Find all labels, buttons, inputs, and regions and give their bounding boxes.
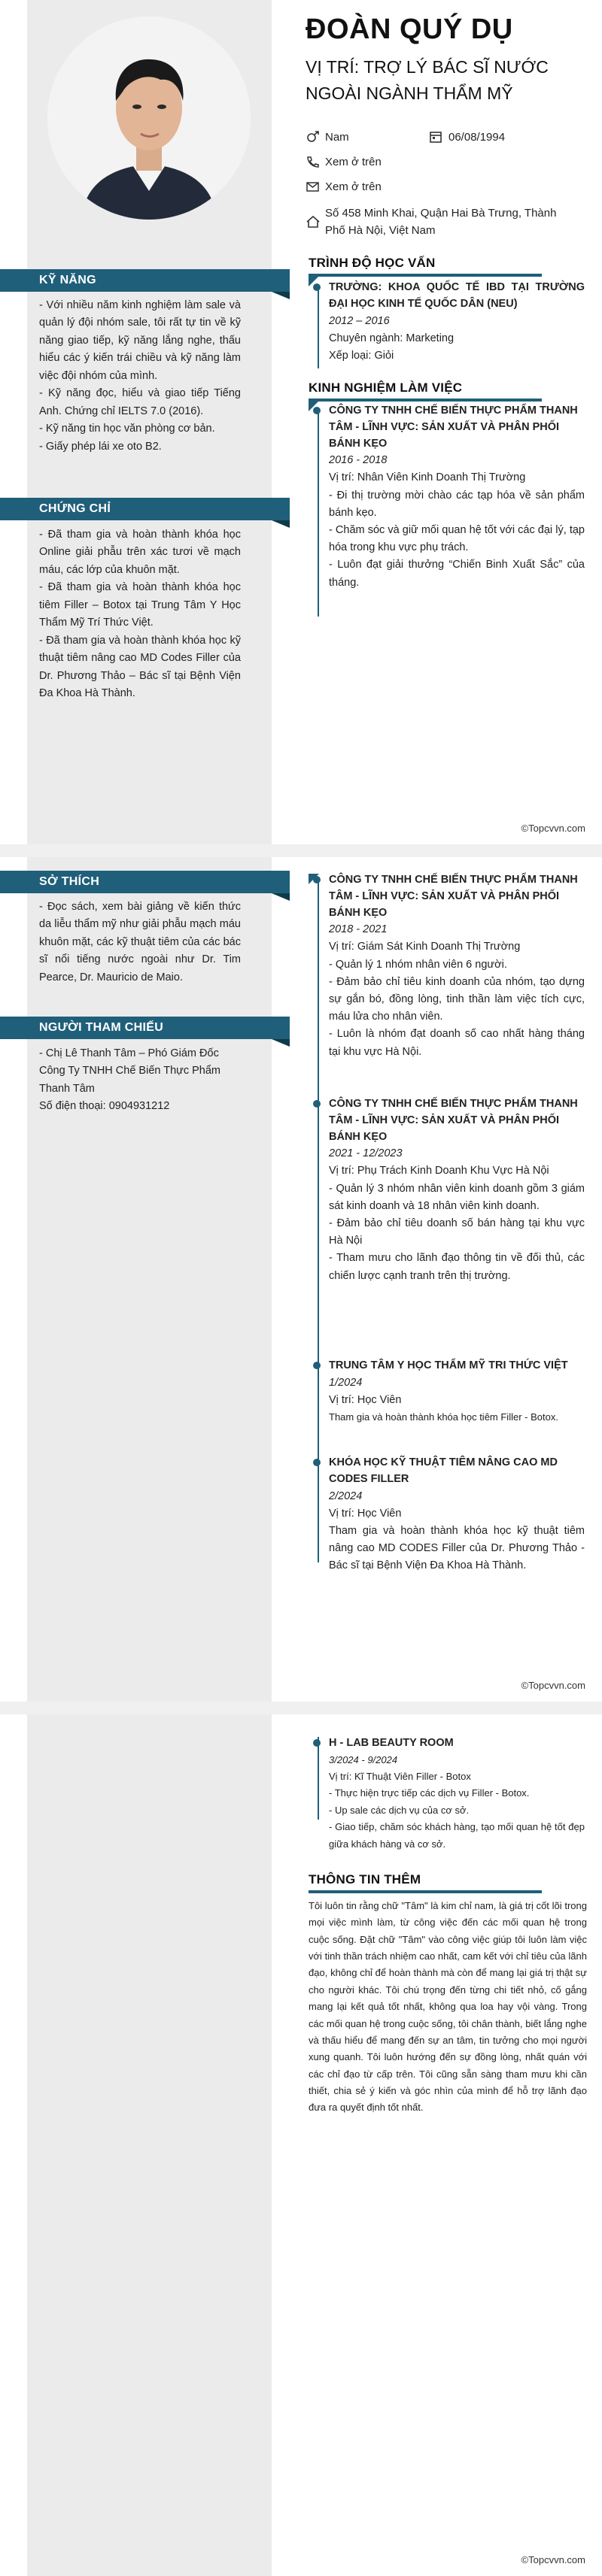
- timeline-dot: [313, 1362, 321, 1369]
- experience-item: [329, 403, 585, 592]
- education-years: 2012 – 2016: [329, 314, 390, 327]
- email-icon: [306, 180, 321, 192]
- experience-position: Vị trí: Học Viên: [329, 1393, 402, 1406]
- experience-description: - Quản lý 3 nhóm nhân viên kinh doanh gồm 3 giám sát kinh doanh và 18 nhân viên kinh doanh. - Đảm bảo chỉ tiêu doanh số bán hàng tại khu vực Hà Nội - Tham mưu cho lãnh đạo thông tin về đối thủ, các chiến lược cạnh tranh trên thị trường.: [329, 1182, 585, 1282]
- experience-company: TRUNG TÂM Y HỌC THẨM MỸ TRI THỨC VIỆT: [329, 1359, 568, 1371]
- timeline-line: [318, 410, 319, 617]
- experience-dates: 3/2024 - 9/2024: [329, 1753, 398, 1765]
- footer-credit: ©Topcvvn.com: [521, 823, 585, 834]
- gender-icon: [306, 131, 321, 143]
- dob-value: 06/08/1994: [448, 131, 506, 144]
- education-heading: TRÌNH ĐỘ HỌC VẤN: [309, 256, 436, 270]
- timeline-dot: [313, 876, 321, 883]
- experience-position: Vị trí: Nhân Viên Kinh Doanh Thị Trường: [329, 471, 526, 484]
- profile-photo: [47, 17, 251, 220]
- footer-credit: ©Topcvvn.com: [521, 1680, 585, 1691]
- experience-position: Vị trí: Phụ Trách Kinh Doanh Khu Vực Hà Nội: [329, 1165, 549, 1177]
- experience-description: - Quản lý 1 nhóm nhân viên 6 người. - Đảm bảo chỉ tiêu kinh doanh của nhóm, tạo dựng sự gắn bó, đồng lòng, tinh thần làm việc tích cực, máu lửa cho nhân viên. - Luôn là nhóm đạt doanh số cao nhất hàng tháng tại khu vực Hà Nội.: [329, 958, 585, 1058]
- cv-page-3: [0, 1714, 602, 2576]
- timeline-dot: [313, 407, 321, 414]
- address-value: Số 458 Minh Khai, Quận Hai Bà Trưng, Thành Phố Hà Nội, Việt Nam: [325, 207, 557, 237]
- experience-description: Tham gia và hoàn thành khóa học kỹ thuật tiêm nâng cao MD CODES Filler của Dr. Phương Thảo - Bác sĩ tại Bệnh Viện Đa Khoa Hà Thành.: [329, 1524, 585, 1572]
- hobbies-heading: SỞ THÍCH: [0, 871, 290, 893]
- left-sidebar: [27, 1714, 272, 2576]
- experience-company: CÔNG TY TNHH CHẾ BIẾN THỰC PHẨM THANH TÂM - LĨNH VỰC: SẢN XUẤT VÀ PHÂN PHỐI BÁNH KẸO: [329, 1098, 578, 1143]
- experience-dates: 1/2024: [329, 1376, 363, 1389]
- gender-row: [306, 129, 349, 147]
- additional-info-underline: [309, 1890, 542, 1893]
- phone-row: [306, 154, 382, 171]
- experience-description: - Đi thị trường mời chào các tạp hóa về sản phẩm bánh kẹo. - Chăm sóc và giữ mối quan hệ tốt với các đại lý, tạp hóa trong khu vực phụ trách. - Luôn đạt giải thưởng “Chiến Binh Xuất Sắc” của tháng.: [329, 489, 585, 589]
- experience-description: - Thực hiện trực tiếp các dịch vụ Filler - Botox. - Up sale các dịch vụ của cơ sở. - Giao tiếp, chăm sóc khách hàng, tạo mối quan hệ tốt đẹp giữa khách hàng và cơ sở.: [329, 1787, 585, 1850]
- experience-company: KHÓA HỌC KỸ THUẬT TIÊM NÂNG CAO MD CODES FILLER: [329, 1456, 558, 1485]
- phone-value: Xem ở trên: [325, 156, 382, 168]
- experience-company: H - LAB BEAUTY ROOM: [329, 1737, 454, 1749]
- experience-position: Vị trí: Kĩ Thuật Viên Filler - Botox: [329, 1771, 471, 1783]
- experience-item: [329, 1096, 585, 1285]
- cv-page-1: [0, 0, 602, 844]
- timeline-dot: [313, 1739, 321, 1747]
- timeline-line: [318, 1737, 319, 1820]
- phone-icon: [306, 156, 321, 168]
- dob-row: [429, 129, 505, 147]
- experience-item: [329, 1358, 585, 1426]
- references-text: - Chị Lê Thanh Tâm – Phó Giám Đốc Công Ty TNHH Chế Biến Thực Phẩm Thanh Tâm Số điện thoại: 0904931212: [39, 1047, 221, 1113]
- cv-page-2: [0, 857, 602, 1702]
- experience-dates: 2/2024: [329, 1490, 363, 1502]
- experience-dates: 2016 - 2018: [329, 454, 388, 467]
- home-icon: [306, 216, 321, 228]
- experience-position: Vị trí: Giám Sát Kinh Doanh Thị Trường: [329, 941, 521, 953]
- education-grade: Xếp loại: Giỏi: [329, 349, 394, 362]
- candidate-name: ĐOÀN QUÝ DỤ: [306, 14, 513, 45]
- experience-item: [329, 1455, 585, 1574]
- certificates-heading: CHỨNG CHỈ: [0, 498, 290, 520]
- experience-description: Tham gia và hoàn thành khóa học tiêm Filler - Botox.: [329, 1411, 558, 1423]
- experience-item: [329, 1735, 585, 1853]
- school-name: TRƯỜNG: KHOA QUỐC TẾ IBD TẠI TRƯỜNG ĐẠI HỌC KINH TẾ QUỐC DÂN (NEU): [329, 281, 585, 310]
- footer-credit: ©Topcvvn.com: [521, 2554, 585, 2565]
- experience-position: Vị trí: Học Viên: [329, 1507, 402, 1520]
- experience-heading: KINH NGHIỆM LÀM VIỆC: [309, 380, 463, 395]
- experience-dates: 2018 - 2021: [329, 923, 388, 936]
- timeline-dot: [313, 1459, 321, 1466]
- timeline-dot: [313, 1100, 321, 1108]
- timeline-line: [318, 286, 319, 368]
- gender-value: Nam: [325, 131, 349, 144]
- job-title: VỊ TRÍ: TRỢ LÝ BÁC SĨ NƯỚC NGOÀI NGÀNH THẨM MỸ: [306, 57, 549, 103]
- email-row: [306, 179, 382, 196]
- timeline-dot: [313, 283, 321, 291]
- education-major: Chuyên ngành: Marketing: [329, 332, 455, 344]
- experience-item: [329, 872, 585, 1061]
- experience-dates: 2021 - 12/2023: [329, 1147, 403, 1160]
- calendar-icon: [429, 131, 444, 143]
- additional-info-heading: THÔNG TIN THÊM: [309, 1872, 421, 1887]
- skills-text: - Với nhiều năm kinh nghiệm làm sale và quản lý đội nhóm sale, tôi rất tự tin về kỹ năng giao tiếp, kỹ năng lắng nghe, thấu hiểu các ý kiến trái chiều và kỹ năng làm việc đội nhóm của mình. - Kỹ năng đọc, hiểu và giao tiếp Tiếng Anh. Chứng chỉ IELTS 7.0 (2016). - Kỹ năng tin học văn phòng cơ bản. - Giấy phép lái xe oto B2.: [39, 299, 241, 453]
- education-underline: [309, 274, 542, 277]
- email-value: Xem ở trên: [325, 180, 382, 193]
- experience-company: CÔNG TY TNHH CHẾ BIẾN THỰC PHẨM THANH TÂM - LĨNH VỰC: SẢN XUẤT VÀ PHÂN PHỐI BÁNH KẸO: [329, 874, 578, 919]
- references-heading: NGƯỜI THAM CHIẾU: [0, 1017, 290, 1039]
- skills-heading: KỸ NĂNG: [0, 269, 290, 292]
- hobbies-text: - Đọc sách, xem bài giảng về kiến thức da liễu thẩm mỹ như giải phẫu mạch máu khuôn mặt, các kỹ thuật tiêm của các bác sĩ nổi tiếng nước ngoài như Dr. Tim Pearce, Dr. Mauricio de Maio.: [39, 901, 241, 983]
- experience-company: CÔNG TY TNHH CHẾ BIẾN THỰC PHẨM THANH TÂM - LĨNH VỰC: SẢN XUẤT VÀ PHÂN PHỐI BÁNH KẸO: [329, 405, 578, 450]
- experience-underline: [309, 399, 542, 402]
- additional-info-text: Tôi luôn tin rằng chữ "Tâm" là kim chỉ nam, là giá trị cốt lõi trong mọi việc mình làm, từ công việc đến các mối quan hệ trong cuộc sống. Đặt chữ "Tâm" vào công việc giúp tôi luôn làm việc với tinh thần trách nhiệm cao nhất, cam kết với chỉ tiêu của lãnh đạo, không chỉ để hoàn thành mà còn để mang lại giá trị thật sự cho người khác. Tôi chú trọng đến từng chi tiết nhỏ, cố gắng mang lại kết quả tốt nhất, không qua loa hay vội vàng. Trong các mối quan hệ trong cuộc sống, tôi chân thành, biết lắng nghe và thấu hiểu để mang đến sự an tâm, tin tưởng cho mọi người xung quanh. Tôi luôn hướng đến sự đồng lòng, nhất quán với các chỉ đạo từ cấp trên. Tôi cũng sẵn sàng tham mưu khi cần thiết, chia sẻ ý kiến và góc nhìn của mình để hỗ trợ lãnh đạo đưa ra quyết định tốt nhất.: [309, 1900, 587, 2114]
- address-row: [306, 205, 576, 239]
- education-item: [329, 280, 585, 365]
- certificates-text: - Đã tham gia và hoàn thành khóa học Online giải phẫu trên xác tươi về mạch máu, các lớp của khuôn mặt. - Đã tham gia và hoàn thành khóa học tiêm Filler – Botox tại Trung Tâm Y Học Thẩm Mỹ Trí Thức Việt. - Đã tham gia và hoàn thành khóa học kỹ thuật tiêm nâng cao MD Codes Filler của Dr. Phương Thảo – Bác sĩ tại Bệnh Viện Đa Khoa Hà Thành.: [39, 529, 241, 700]
